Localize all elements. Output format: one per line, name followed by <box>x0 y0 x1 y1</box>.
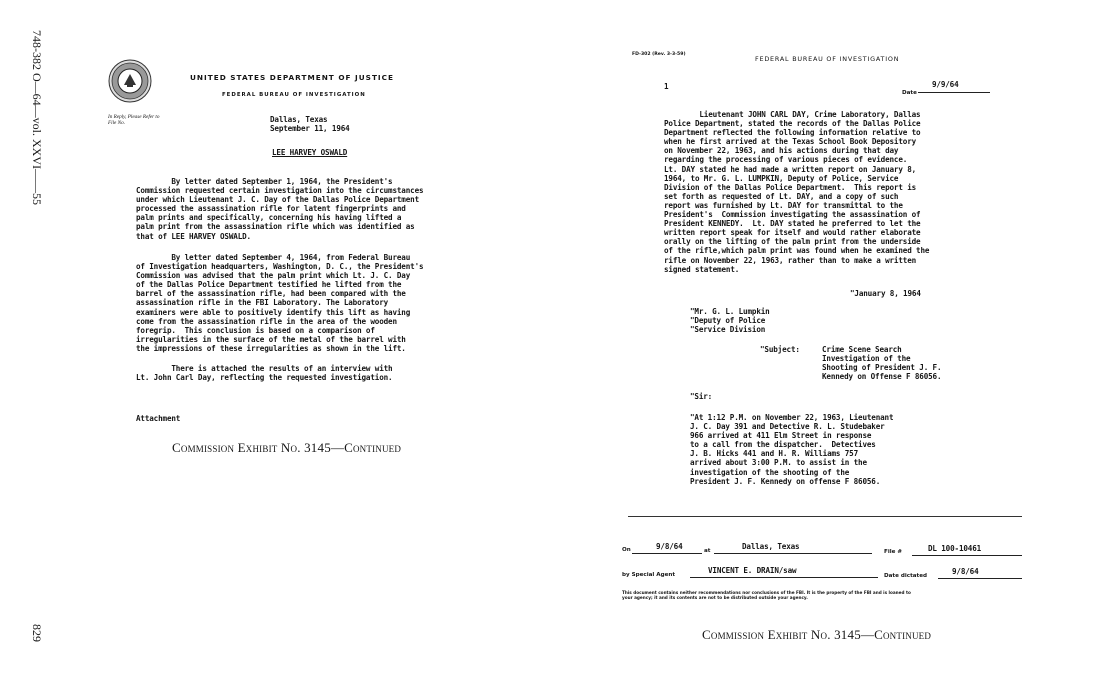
report-body: "At 1:12 P.M. on November 22, 1963, Lieutenant J. C. Day 391 and Detective R. L. Studebaker 966 arrived at 411 Elm Street in response to a call from the dispatcher. Detectives J. B. Hicks 441 and H. R. Williams 757 arrived about 3:00 P.M. to assist in the investigation of the shooting of the President J. F. Kennedy on offense F 86056. <box>690 413 894 486</box>
date-label: Date <box>902 90 917 96</box>
letter-paragraph-1: By letter dated September 1, 1964, the President's Commission requested certain investigation into the circumstances under which Lieutenant J. C. Day of the Dallas Police Department processed the assassination rifle for latent fingerprints and palm prints and specifically, concerning his having lifted a palm print from the assassination rifle which was identified as that of LEE HARVEY OSWALD. <box>136 177 424 241</box>
letter-date: September 11, 1964 <box>270 124 350 133</box>
on-value: 9/8/64 <box>656 542 683 551</box>
page-number: 829 <box>30 624 44 642</box>
at-rule <box>714 553 872 554</box>
at-value: Dallas, Texas <box>742 542 800 551</box>
form-bureau-heading: FEDERAL BUREAU OF INVESTIGATION <box>755 55 900 63</box>
footer-top-rule <box>628 516 1022 517</box>
file-value: DL 100-10461 <box>928 544 982 553</box>
file-rule <box>912 555 1022 556</box>
letter-paragraph-3: There is attached the results of an interview with Lt. John Carl Day, reflecting the requested investigation. <box>136 364 393 383</box>
doj-seal-icon <box>108 59 152 103</box>
form-disclaimer: This document contains neither recommendations nor conclusions of the FBI. It is the property of the FBI and is loaned to your agency; it and its contents are not to be distributed outside your agency. <box>622 590 911 601</box>
agent-rule <box>690 577 878 578</box>
bureau-heading: FEDERAL BUREAU OF INVESTIGATION <box>222 92 366 98</box>
form-number: FD-302 (Rev. 3-3-59) <box>632 52 686 57</box>
report-addressee: "Mr. G. L. Lumpkin "Deputy of Police "Service Division <box>690 307 770 335</box>
at-label: at <box>704 548 711 554</box>
department-heading: UNITED STATES DEPARTMENT OF JUSTICE <box>190 73 394 82</box>
date-dictated-label: Date dictated <box>884 573 927 579</box>
file-label: File # <box>884 549 903 555</box>
report-date: "January 8, 1964 <box>850 289 921 298</box>
dictated-rule <box>938 578 1022 579</box>
volume-reference: 748-382 O—64—vol. XXVI——55 <box>30 30 44 205</box>
form-date: 9/9/64 <box>932 80 959 89</box>
on-label: On <box>622 547 631 553</box>
reply-reference-note: In Reply, Please Refer to File No. <box>108 114 160 127</box>
subject-label: "Subject: <box>760 345 800 354</box>
special-agent-label: by Special Agent <box>622 572 676 578</box>
attachment-label: Attachment <box>136 414 181 423</box>
special-agent-value: VINCENT E. DRAIN/saw <box>708 566 797 575</box>
report-salutation: "Sir: <box>690 392 713 401</box>
on-rule <box>632 553 702 554</box>
form-page-number: 1 <box>664 82 669 91</box>
letter-paragraph-2: By letter dated September 4, 1964, from Federal Bureau of Investigation headquarters, Washington, D. C., the President's Commission was advised that the palm print which Lt. J. C. Day of the Dallas Police Department testified he lifted from the barrel of the assassination rifle, had been compared with the assassination rifle in the FBI Laboratory. The Laboratory examiners were able to positively identify this lift as having come from the assassination rifle in the area of the wooden foregrip. This conclusion is based on a comparison of irregularities in the surface of the metal of the barrel with the impressions of these irregularities as shown in the lift. <box>136 253 424 353</box>
left-exhibit-caption: Commission Exhibit No. 3145—Continued <box>172 440 402 455</box>
report-subject: Crime Scene Search Investigation of the Shooting of President J. F. Kennedy on Offense F 86056. <box>822 345 942 382</box>
letter-subject: LEE HARVEY OSWALD <box>272 148 348 157</box>
letter-place: Dallas, Texas <box>270 115 328 124</box>
date-dictated-value: 9/8/64 <box>952 567 979 576</box>
interview-body: Lieutenant JOHN CARL DAY, Crime Laboratory, Dallas Police Department, stated the records of the Dallas Police Department reflected the following information relative to when he first arrived at the Texas School Book Depository on November 22, 1963, and his actions during that day regarding the processing of various pieces of evidence. Lt. DAY stated he had made a written report on January 8, 1964, to Mr. G. L. LUMPKIN, Deputy of Police, Service Division of the Dallas Police Department. This report is set forth as requested of Lt. DAY, and a copy of such report was furnished by Lt. DAY for transmittal to the President's Commission investigating the assassination of President KENNEDY. Lt. DAY stated he preferred to let the written report speak for itself and would rather elaborate orally on the lifting of the palm print from the underside of the rifle,which palm print was found when he examined the rifle on November 22, 1963, rather than to make a written signed statement. <box>664 110 930 274</box>
right-exhibit-caption: Commission Exhibit No. 3145—Continued <box>702 627 932 642</box>
date-rule <box>918 92 990 93</box>
